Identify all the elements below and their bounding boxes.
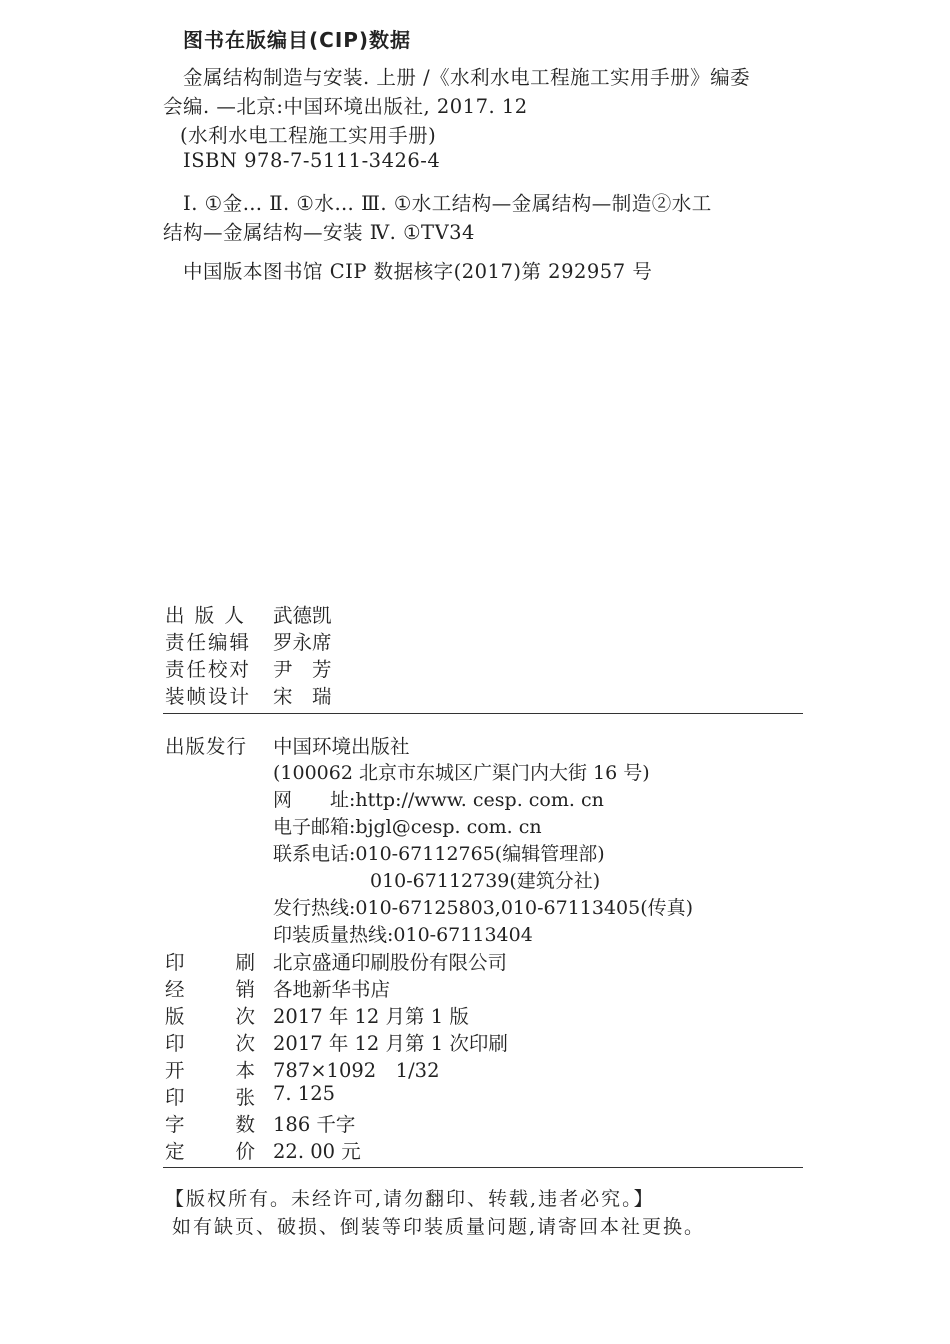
spec-label: 印 次 (165, 1032, 255, 1055)
publisher-label: 出版发行 (165, 735, 248, 758)
cip-title: 图书在版编目(CIP)数据 (183, 28, 412, 52)
spec-value: 787×1092 1/32 (273, 1059, 440, 1082)
credit-label: 责任编辑 (165, 631, 252, 654)
credit-value: 武德凯 (273, 604, 332, 627)
publisher-name: 中国环境出版社 (273, 735, 410, 758)
spec-value: 2017 年 12 月第 1 版 (273, 1005, 469, 1028)
cip-line-subjects: Ⅰ. ①金… Ⅱ. ①水… Ⅲ. ①水工结构—金属结构—制造②水工 (183, 192, 712, 215)
credit-value: 罗永席 (273, 631, 332, 654)
spec-value: 186 千字 (273, 1113, 356, 1136)
publisher-phone-2: 010-67112739(建筑分社) (370, 870, 601, 892)
cip-line-series: (水利水电工程施工实用手册) (180, 124, 437, 147)
copyright-notice: 【版权所有。未经许可,请勿翻印、转载,违者必究。】 (165, 1188, 655, 1210)
publisher-email: 电子邮箱:bjgl@cesp. com. cn (273, 816, 542, 838)
publisher-hotline: 发行热线:010-67125803,010-67113405(传真) (273, 897, 694, 919)
spec-label: 印 张 (165, 1086, 255, 1109)
divider-bottom (163, 1167, 803, 1168)
cip-line-publisher: 会编. —北京:中国环境出版社, 2017. 12 (163, 95, 528, 118)
publisher-website: 网 址:http://www. cesp. com. cn (273, 789, 604, 811)
publisher-address: (100062 北京市东城区广渠门内大街 16 号) (273, 762, 650, 784)
spec-value: 各地新华书店 (273, 978, 391, 1001)
divider-top (163, 713, 803, 714)
cip-line-isbn: ISBN 978-7-5111-3426-4 (183, 149, 441, 172)
cip-line-record-number: 中国版本图书馆 CIP 数据核字(2017)第 292957 号 (183, 260, 653, 283)
spec-label: 开 本 (165, 1059, 255, 1082)
spec-value: 2017 年 12 月第 1 次印刷 (273, 1032, 508, 1055)
spec-label: 定 价 (165, 1140, 255, 1163)
spec-label: 字 数 (165, 1113, 255, 1136)
publisher-phone: 联系电话:010-67112765(编辑管理部) (273, 843, 605, 865)
credit-label: 装帧设计 (165, 685, 252, 708)
spec-value: 北京盛通印刷股份有限公司 (273, 951, 508, 974)
spec-label: 版 次 (165, 1005, 255, 1028)
credit-value: 宋 瑞 (273, 685, 332, 708)
spec-label: 印 刷 (165, 951, 255, 974)
quality-notice: 如有缺页、破损、倒装等印装质量问题,请寄回本社更换。 (172, 1216, 706, 1238)
cip-line-title: 金属结构制造与安装. 上册 /《水利水电工程施工实用手册》编委 (183, 66, 751, 89)
credit-label: 责任校对 (165, 658, 252, 681)
credit-value: 尹 芳 (273, 658, 332, 681)
cip-line-subjects-cont: 结构—金属结构—安装 Ⅳ. ①TV34 (163, 221, 475, 244)
publisher-quality-hotline: 印装质量热线:010-67113404 (273, 924, 533, 946)
spec-label: 经 销 (165, 978, 255, 1001)
spec-value: 7. 125 (273, 1082, 336, 1105)
credit-label: 出 版 人 (165, 604, 246, 627)
spec-value: 22. 00 元 (273, 1140, 361, 1163)
